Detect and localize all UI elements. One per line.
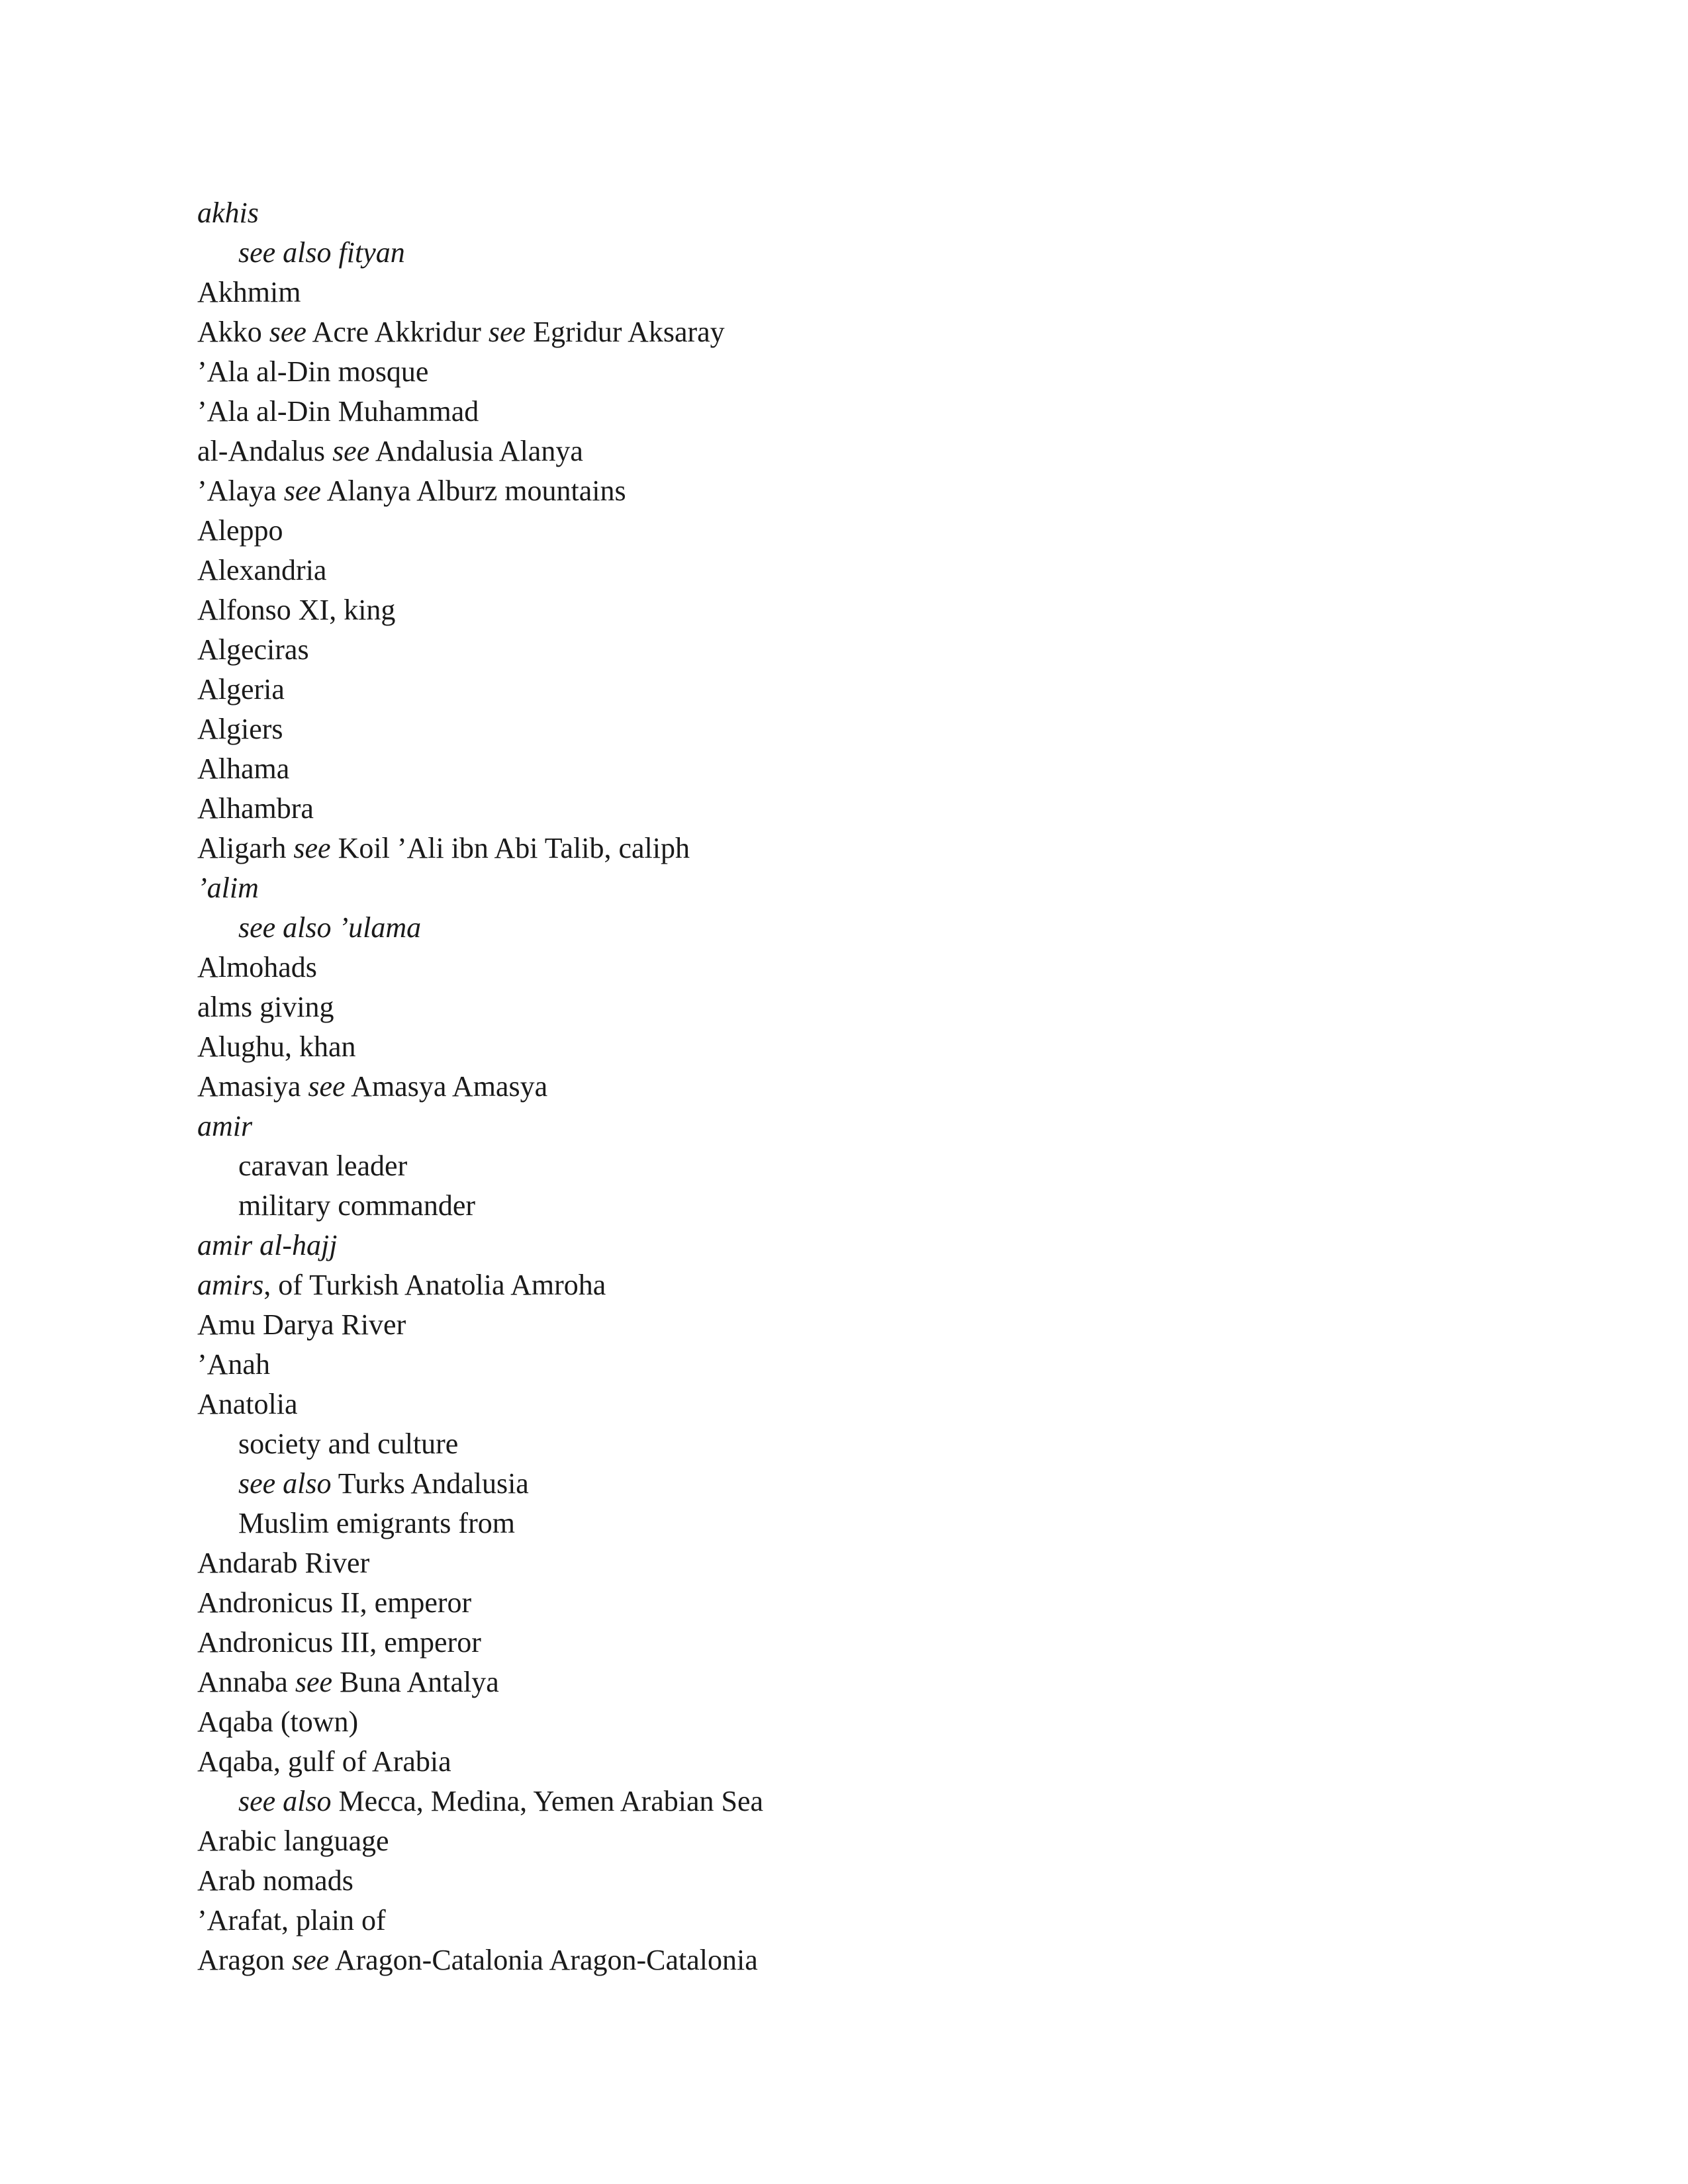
index-text: Acre Akkridur [306, 316, 489, 348]
index-text: Egridur Aksaray [526, 316, 725, 348]
index-entry [197, 273, 763, 312]
index-entry [197, 749, 763, 789]
index-text: Aragon [197, 1944, 292, 1976]
index-text: Alhambra [197, 792, 314, 825]
index-entry [197, 630, 763, 670]
index-text: ’Anah [197, 1348, 270, 1381]
index-text: Aligarh [197, 832, 294, 864]
index-entry [197, 1901, 763, 1940]
index-text-italic: amir [197, 1110, 253, 1142]
index-text: Alhama [197, 752, 290, 785]
index-entry [197, 1821, 763, 1861]
index-subentry [197, 1782, 763, 1821]
index-entry [197, 392, 763, 432]
index-entry [197, 352, 763, 392]
index-entry [197, 1265, 763, 1305]
index-text: Andarab River [197, 1547, 370, 1579]
index-text: Almohads [197, 951, 317, 983]
index-text-italic: see also [238, 1467, 332, 1500]
index-text: Aragon-Catalonia Aragon-Catalonia [329, 1944, 758, 1976]
index-text: Annaba [197, 1666, 295, 1698]
index-text-italic: see [295, 1666, 333, 1698]
index-text-italic: akhis [197, 197, 259, 229]
index-entry [197, 432, 763, 471]
index-entry [197, 868, 763, 908]
index-subentry [197, 1424, 763, 1464]
index-subentry [197, 1464, 763, 1504]
index-entry [197, 1662, 763, 1702]
index-text: Akhmim [197, 276, 301, 308]
index-text-italic: see [332, 435, 370, 467]
index-entry [197, 1067, 763, 1107]
index-entry [197, 471, 763, 511]
index-text-italic: see also [238, 1785, 332, 1817]
index-text: ’Alaya [197, 475, 284, 507]
index-text-italic: see also ’ulama [238, 911, 422, 944]
index-text: Amasya Amasya [345, 1070, 548, 1103]
index-text: society and culture [238, 1428, 459, 1460]
index-entry [197, 1385, 763, 1424]
index-text: Arabic language [197, 1825, 389, 1857]
index-entry [197, 312, 763, 352]
index-text-italic: see [291, 1944, 330, 1976]
index-text: Algeciras [197, 633, 309, 666]
index-text: Alughu, khan [197, 1030, 356, 1063]
index-entry [197, 1940, 763, 1980]
index-entry [197, 709, 763, 749]
index-text: Turks Andalusia [331, 1467, 529, 1500]
index-entry [197, 1305, 763, 1345]
index-text: Algeria [197, 673, 285, 705]
index-entry [197, 670, 763, 709]
index-text: Muslim emigrants from [238, 1507, 515, 1539]
index-text-italic: see [488, 316, 526, 348]
index-text-italic: amirs [197, 1269, 264, 1301]
index-text: Buna Antalya [332, 1666, 499, 1698]
index-text: Aqaba (town) [197, 1706, 359, 1738]
index-subentry [197, 1146, 763, 1186]
index-text: ’Ala al-Din Muhammad [197, 395, 479, 428]
index-entry [197, 551, 763, 590]
index-text: caravan leader [238, 1150, 408, 1182]
index-entry [197, 1861, 763, 1901]
index-text-italic: ’alim [197, 872, 259, 904]
index-text: Algiers [197, 713, 283, 745]
index-text-italic: see also fityan [238, 236, 405, 269]
index-entry [197, 193, 763, 233]
index-entry [197, 987, 763, 1027]
index-text: Mecca, Medina, Yemen Arabian Sea [331, 1785, 764, 1817]
index-text: Andronicus III, emperor [197, 1626, 481, 1659]
index-entry [197, 1623, 763, 1662]
index-text-italic: amir al-hajj [197, 1229, 338, 1261]
index-entry [197, 948, 763, 987]
index-text: alms giving [197, 991, 334, 1023]
index-text: Aleppo [197, 514, 283, 547]
index-text-italic: see [283, 475, 321, 507]
index-text: Koil ’Ali ibn Abi Talib, caliph [330, 832, 690, 864]
index-text-italic: see [308, 1070, 346, 1103]
index-entry [197, 789, 763, 829]
index-text-italic: see [293, 832, 331, 864]
index-entry [197, 829, 763, 868]
index-entry [197, 1107, 763, 1146]
index-subentry [197, 1186, 763, 1226]
index-entry [197, 1742, 763, 1782]
index-entry [197, 1027, 763, 1067]
index-text: Andalusia Alanya [369, 435, 583, 467]
index-entry [197, 1543, 763, 1583]
index-entry [197, 1583, 763, 1623]
index-text: Alfonso XI, king [197, 594, 396, 626]
index-text: Akko [197, 316, 269, 348]
index-text: Alexandria [197, 554, 327, 586]
index-list [197, 193, 763, 1980]
index-entry [197, 1226, 763, 1265]
index-text: Alanya Alburz mountains [320, 475, 626, 507]
index-text: ’Ala al-Din mosque [197, 355, 429, 388]
index-text: ’Arafat, plain of [197, 1904, 386, 1936]
index-entry [197, 590, 763, 630]
index-entry [197, 1345, 763, 1385]
index-subentry [197, 233, 763, 273]
index-text: Anatolia [197, 1388, 298, 1420]
index-entry [197, 511, 763, 551]
index-subentry [197, 908, 763, 948]
index-text: al-Andalus [197, 435, 333, 467]
index-entry [197, 1702, 763, 1742]
index-text: Amasiya [197, 1070, 308, 1103]
index-subentry [197, 1504, 763, 1543]
index-text: Arab nomads [197, 1864, 353, 1897]
index-text: Aqaba, gulf of Arabia [197, 1745, 451, 1778]
index-text: Amu Darya River [197, 1308, 406, 1341]
index-text: military commander [238, 1189, 475, 1222]
index-text: , of Turkish Anatolia Amroha [263, 1269, 606, 1301]
index-text-italic: see [269, 316, 306, 348]
index-text: Andronicus II, emperor [197, 1586, 472, 1619]
